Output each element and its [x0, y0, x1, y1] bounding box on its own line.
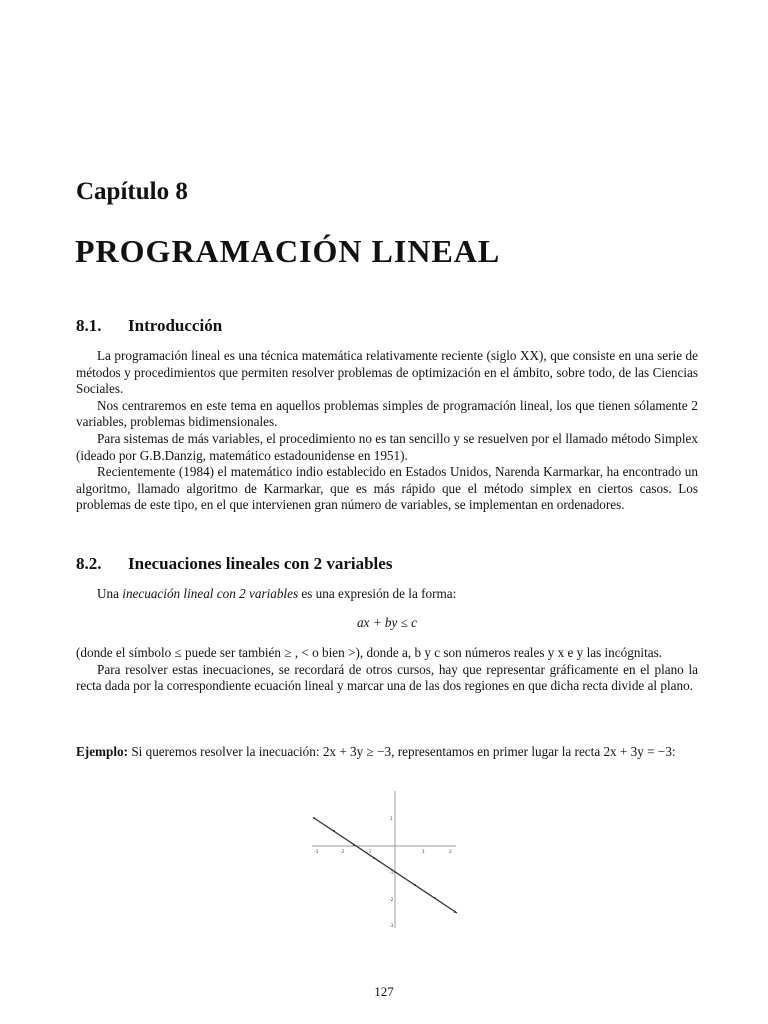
example-text: Si queremos resolver la inecuación: 2x + 3y ≥ −3, representamos en primer lugar la recta 2x + 3y = −3: — [128, 744, 676, 759]
chapter-title: PROGRAMACIÓN LINEAL — [75, 233, 501, 269]
paragraph: Nos centraremos en este tema en aquellos problemas simples de programación lineal, los que tienen sólamente 2 variables, problemas bidimensionales. — [76, 397, 698, 430]
y-tick-label: -2 — [389, 898, 394, 903]
line-point — [454, 911, 456, 913]
line-graph-figure — [309, 788, 459, 930]
line-point — [333, 830, 335, 832]
x-tick-label: 2 — [449, 850, 452, 855]
example-block — [76, 744, 698, 761]
line-point — [353, 844, 355, 846]
display-formula: ax + by ≤ c — [356, 615, 418, 630]
line-point — [414, 884, 416, 886]
text-run: es una expresión de la forma: — [298, 586, 457, 601]
section-number: 8.2. — [76, 554, 102, 573]
text-run: Una — [97, 586, 123, 601]
page-number: 127 — [374, 984, 394, 999]
paragraph: Para sistemas de más variables, el procedimiento no es tan sencillo y se resuelven por el llamado método Simplex (ideado por G.B.Danzig, matemático estadounidense en 1951). — [76, 430, 698, 463]
section-body-intro-line — [76, 586, 698, 603]
paragraph: La programación lineal es una técnica matemática relativamente reciente (siglo XX), que consiste en una serie de métodos y procedimientos que permiten resolver problemas de optimización en el ámbito, sobre todo, de las Ciencias Sociales. — [76, 348, 698, 397]
example-label: Ejemplo: — [76, 744, 129, 759]
x-tick-label: -3 — [314, 850, 319, 855]
line-point — [434, 897, 436, 899]
paragraph: Para resolver estas inecuaciones, se recordará de otros cursos, hay que representar gráficamente en el plano la recta dada por la correspondiente ecuación lineal y marcar una de las dos regiones en que dicha recta divide al plano. — [76, 661, 698, 694]
paragraph — [76, 744, 698, 761]
paragraph: (donde el símbolo ≤ puede ser también ≥ , < o bien >), donde a, b y c son números reales y x e y las incógnitas. — [76, 645, 663, 660]
paragraph: Recientemente (1984) el matemático indio establecido en Estados Unidos, Narenda Karmarkar, ha encontrado un algoritmo, llamado algoritmo de Karmarkar, que es más rápido que el método simplex en ciertos casos. Los problemas de este tipo, en el que intervienen gran número de variables, se implementan en ordenadores. — [76, 464, 698, 513]
paragraph — [76, 586, 698, 603]
line-point — [394, 871, 396, 873]
section-number: 8.1. — [76, 316, 102, 335]
y-tick-label: 1 — [390, 817, 393, 822]
x-tick-label: -1 — [367, 850, 372, 855]
line-point — [373, 857, 375, 859]
x-tick-label: 1 — [422, 850, 425, 855]
section-body-introduccion — [76, 348, 698, 514]
chapter-label: Capítulo 8 — [76, 178, 188, 205]
x-tick-label: -2 — [340, 850, 345, 855]
y-tick-label: -3 — [389, 924, 394, 929]
y-tick-label: -1 — [389, 871, 394, 876]
section-heading-inecuaciones — [76, 554, 392, 574]
section-body-inecuaciones — [76, 645, 698, 695]
emphasized-term: inecuación lineal con 2 variables — [122, 586, 299, 601]
section-heading-introduccion — [76, 316, 222, 336]
line-point — [313, 817, 315, 819]
section-title: Inecuaciones lineales con 2 variables — [128, 554, 393, 573]
section-title: Introducción — [128, 316, 223, 335]
